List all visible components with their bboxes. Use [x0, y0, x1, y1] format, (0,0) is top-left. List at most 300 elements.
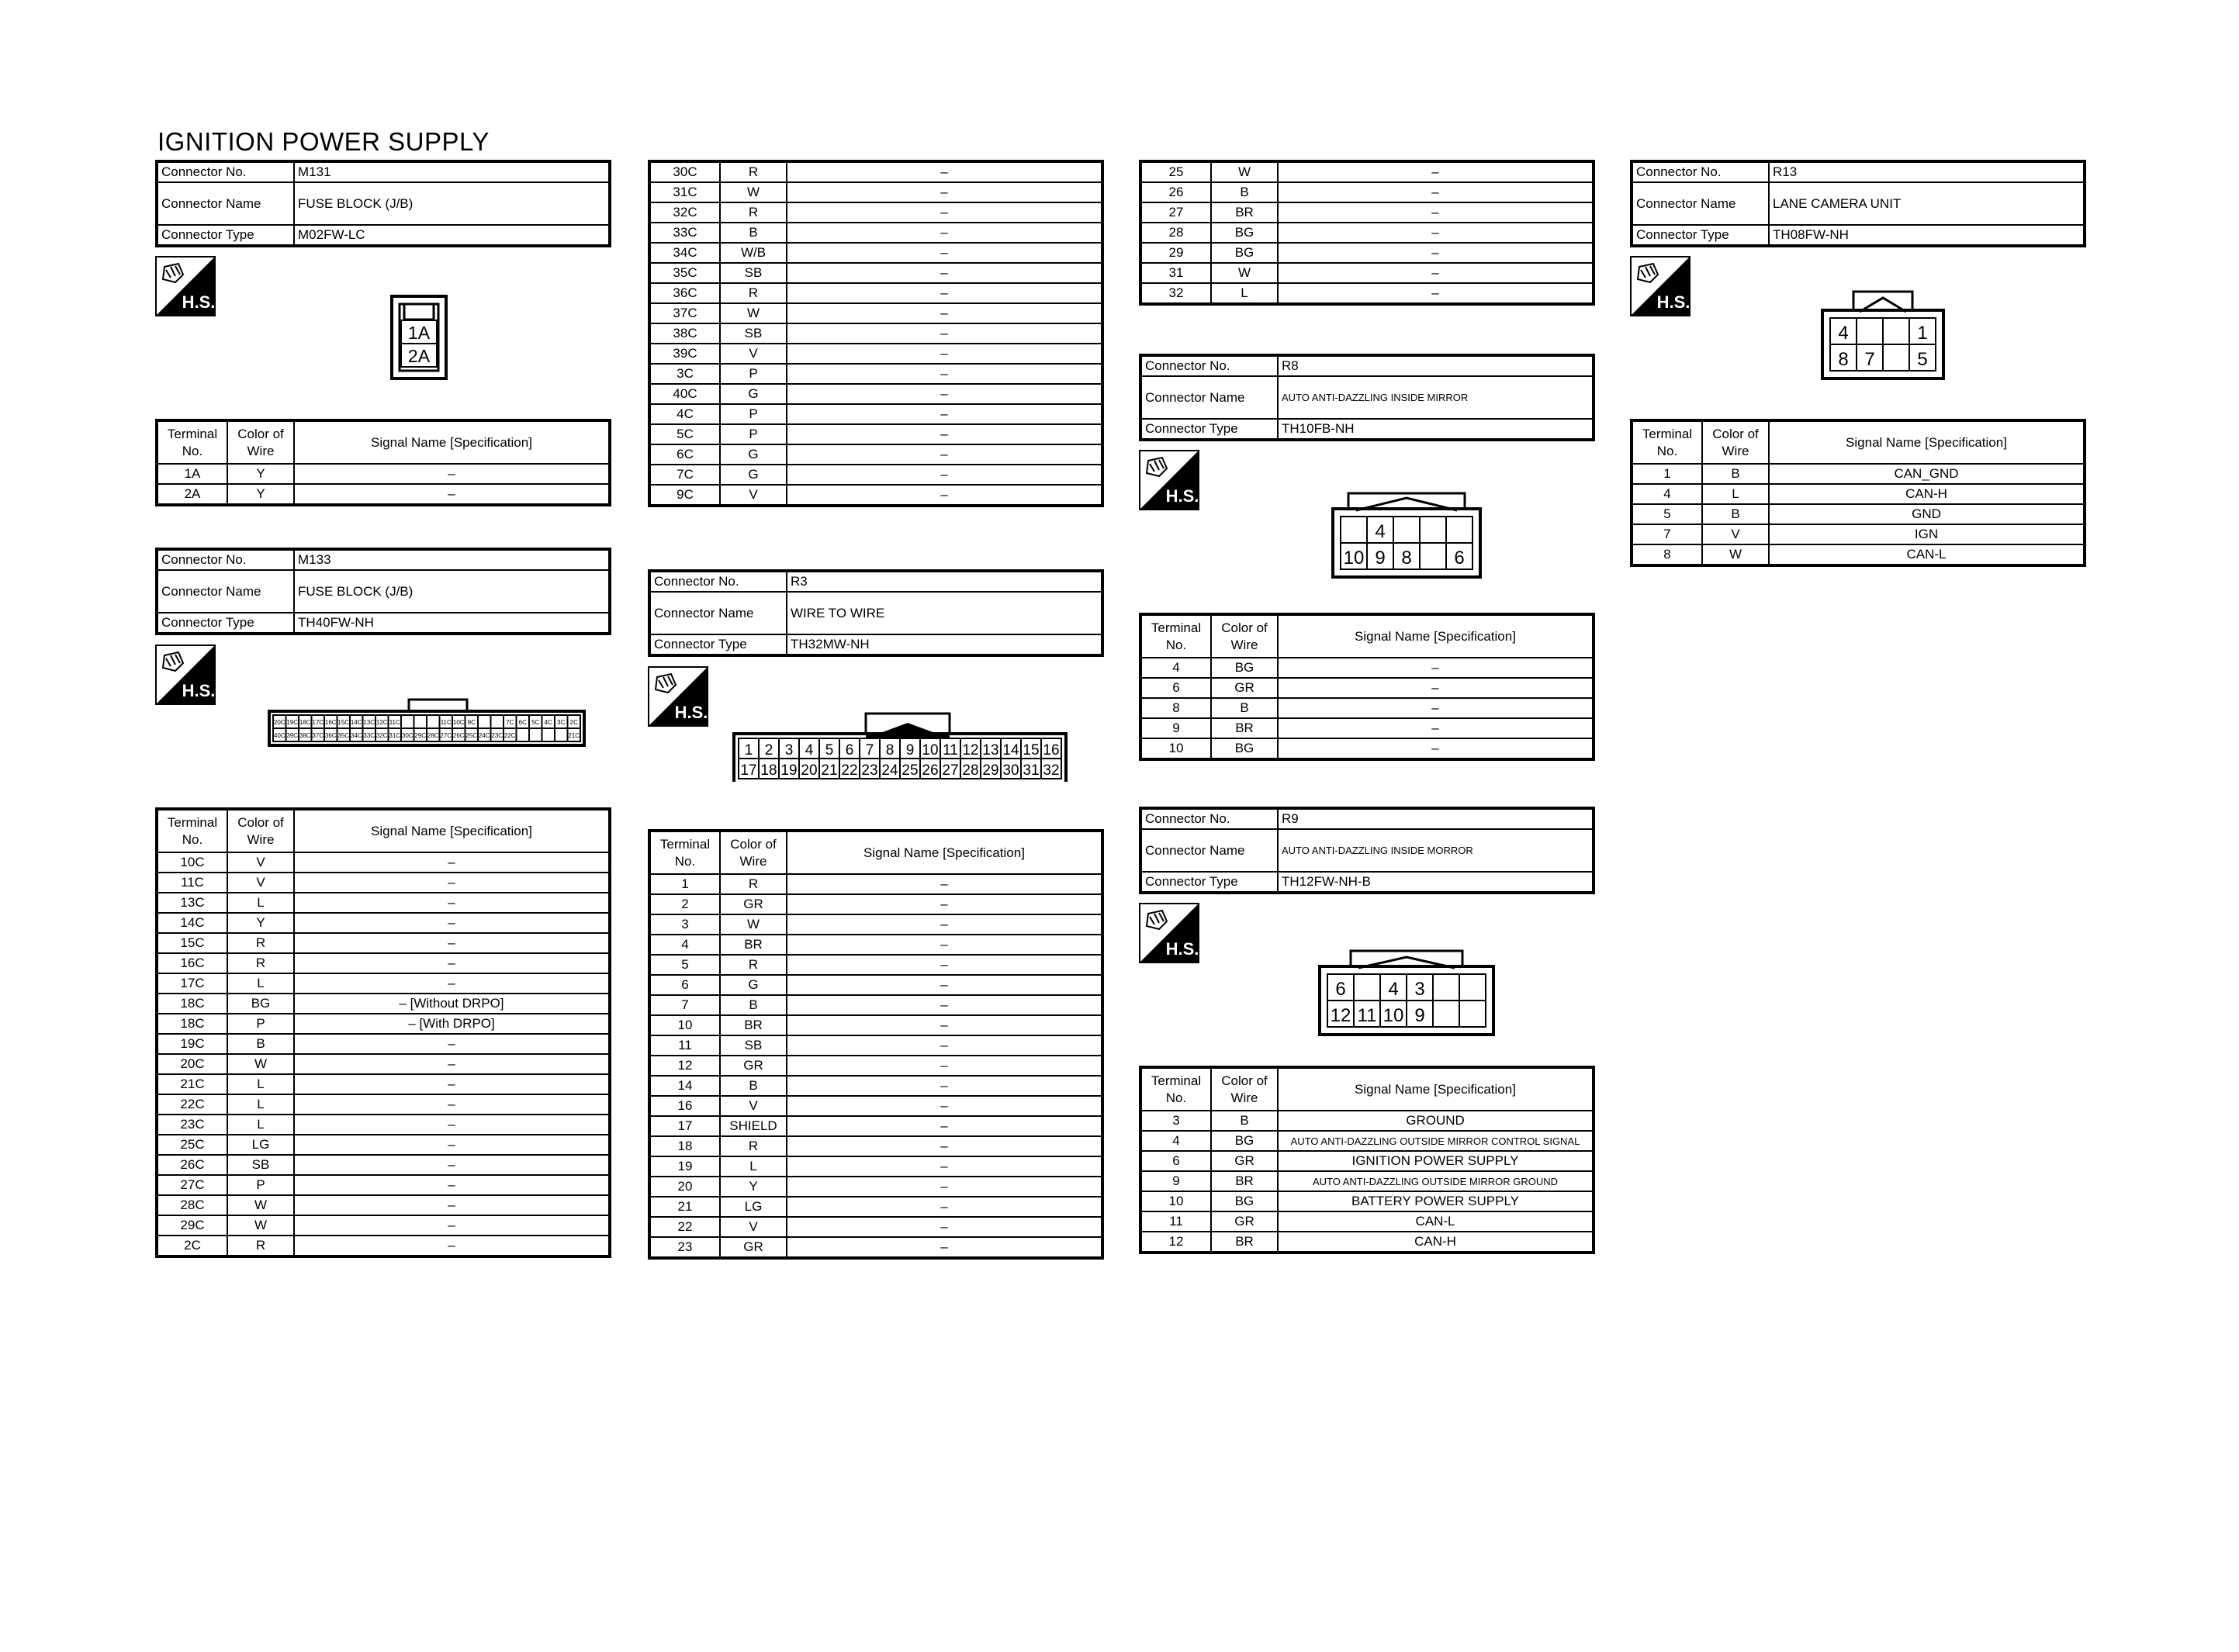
wire-color: B: [227, 1034, 294, 1054]
wire-color: GR: [1211, 678, 1278, 698]
terminal-no: 1: [1632, 464, 1702, 484]
connector-type-label: Connector Type: [157, 613, 294, 634]
signal-name: –: [787, 364, 1102, 384]
signal-name: –: [787, 995, 1102, 1015]
terminal-no: 15C: [157, 933, 227, 953]
terminal-no: 10: [1140, 738, 1211, 759]
wire-color: BG: [1211, 1191, 1278, 1211]
signal-name: –: [1278, 718, 1594, 738]
table-row: [1140, 1131, 1594, 1151]
wire-color: G: [720, 384, 787, 404]
pin-label: 15C: [337, 719, 350, 726]
pin-label: 11C: [440, 719, 452, 726]
terminal-no: 23: [649, 1237, 720, 1258]
col-color: Color of Wire: [227, 809, 294, 852]
r3-terminal-table-a: [648, 829, 1104, 1260]
col-signal: Signal Name [Specification]: [294, 809, 610, 852]
signal-name: –: [787, 202, 1102, 223]
terminal-no: 10: [1140, 1191, 1211, 1211]
signal-name: – [With DRPO]: [294, 1014, 610, 1034]
signal-name: –: [1278, 243, 1594, 263]
wire-color: Y: [227, 484, 294, 505]
terminal-no: 9: [1140, 1171, 1211, 1191]
pin-label: 2C: [569, 719, 578, 726]
pin-label: 5: [1917, 349, 1928, 370]
col-color: Color of Wire: [1702, 420, 1769, 464]
wire-color: W: [227, 1215, 294, 1236]
wire-color: L: [227, 973, 294, 994]
pin-label: 26: [922, 762, 939, 779]
signal-name: –: [294, 1094, 610, 1115]
terminal-no: 4: [1140, 1131, 1211, 1151]
connector-type-label: Connector Type: [1140, 872, 1278, 893]
pin-label: 7: [865, 742, 874, 759]
table-row: [649, 1217, 1102, 1237]
pin-label: 2A: [407, 346, 431, 366]
signal-name: –: [294, 973, 610, 994]
signal-name: AUTO ANTI-DAZZLING OUTSIDE MIRROR GROUND: [1278, 1171, 1594, 1191]
table-row: [649, 1076, 1102, 1096]
terminal-no: 12: [1140, 1232, 1211, 1253]
wire-color: G: [720, 465, 787, 485]
table-row: [1140, 1111, 1594, 1131]
table-row: [157, 484, 610, 505]
terminal-no: 7: [649, 995, 720, 1015]
col-color: Color of Wire: [1211, 614, 1278, 658]
pin-label: 12: [1330, 1005, 1351, 1026]
terminal-no: 16C: [157, 953, 227, 973]
wire-color: B: [720, 1076, 787, 1096]
terminal-no: 27C: [157, 1175, 227, 1195]
signal-name: –: [294, 1034, 610, 1054]
harness-side-icon: [155, 256, 216, 316]
terminal-no: 25: [1140, 161, 1211, 182]
col-signal: Signal Name [Specification]: [787, 831, 1102, 874]
table-row: [649, 364, 1102, 384]
table-row: [649, 1035, 1102, 1056]
wire-color: GR: [720, 1237, 787, 1258]
signal-name: –: [787, 344, 1102, 364]
col-terminal: Terminal No.: [1632, 420, 1702, 464]
wire-color: GR: [720, 894, 787, 914]
table-row: [157, 464, 610, 484]
table-row: [1140, 243, 1594, 263]
harness-side-icon: [1139, 903, 1199, 963]
wire-color: Y: [227, 913, 294, 933]
signal-name: –: [787, 323, 1102, 344]
table-row: [1140, 738, 1594, 759]
terminal-no: 33C: [649, 223, 720, 243]
pin-label: 12: [962, 742, 979, 759]
wire-color: P: [227, 1175, 294, 1195]
signal-name: –: [787, 223, 1102, 243]
signal-name: –: [1278, 678, 1594, 698]
col-signal: Signal Name [Specification]: [1278, 614, 1594, 658]
wire-color: V: [720, 1217, 787, 1237]
pin-label: 18: [760, 762, 777, 779]
terminal-no: 1: [649, 874, 720, 894]
signal-name: –: [294, 893, 610, 913]
signal-name: AUTO ANTI-DAZZLING OUTSIDE MIRROR CONTROL SIGNAL: [1278, 1131, 1594, 1151]
connector-type-value: TH10FB-NH: [1278, 419, 1594, 440]
table-row: [649, 1056, 1102, 1076]
signal-name: –: [787, 975, 1102, 995]
connector-type-value: TH12FW-NH-B: [1278, 872, 1594, 893]
pin-label: 11C: [389, 719, 400, 726]
m131-info: [155, 160, 611, 247]
wire-color: B: [1702, 464, 1769, 484]
signal-name: IGNITION POWER SUPPLY: [1278, 1151, 1594, 1171]
terminal-no: 25C: [157, 1135, 227, 1155]
table-row: [649, 935, 1102, 955]
table-row: [649, 1197, 1102, 1217]
terminal-no: 7C: [649, 465, 720, 485]
wire-color: SB: [720, 263, 787, 283]
terminal-no: 20C: [157, 1054, 227, 1074]
terminal-no: 3: [649, 914, 720, 935]
terminal-no: 17C: [157, 973, 227, 994]
table-row: [157, 1155, 610, 1175]
wire-color: V: [227, 873, 294, 893]
connector-type-label: Connector Type: [1632, 225, 1769, 246]
signal-name: –: [787, 955, 1102, 975]
signal-name: –: [1278, 202, 1594, 223]
pin-label: 8: [885, 742, 895, 759]
signal-name: –: [787, 263, 1102, 283]
terminal-no: 31C: [649, 182, 720, 202]
pin-label: 38C: [299, 732, 311, 739]
wire-color: W: [227, 1054, 294, 1074]
wire-color: B: [720, 223, 787, 243]
wire-color: BG: [1211, 223, 1278, 243]
terminal-no: 4C: [649, 404, 720, 424]
terminal-no: 27: [1140, 202, 1211, 223]
table-row: [649, 1096, 1102, 1116]
pin-label: 7C: [506, 719, 514, 726]
pin-label: 27: [942, 762, 959, 779]
connector-no-label: Connector No.: [1140, 808, 1278, 829]
hs-label: H.S.: [1165, 486, 1199, 506]
wire-color: W: [1211, 263, 1278, 283]
m131-terminal-table: [155, 419, 611, 506]
pin-label: 39C: [286, 732, 299, 739]
pin-label: 25: [901, 762, 919, 779]
pin-label: 1: [744, 742, 753, 759]
terminal-no: 1A: [157, 464, 227, 484]
terminal-no: 2C: [157, 1236, 227, 1256]
connector-type-value: M02FW-LC: [294, 225, 610, 246]
terminal-no: 8: [1140, 698, 1211, 718]
signal-name: –: [294, 1054, 610, 1074]
connector-name-label: Connector Name: [1140, 829, 1278, 872]
signal-name: –: [294, 1074, 610, 1094]
wire-color: V: [227, 852, 294, 873]
signal-name: –: [787, 283, 1102, 303]
signal-name: CAN-L: [1278, 1211, 1594, 1232]
table-row: [649, 465, 1102, 485]
signal-name: –: [1278, 283, 1594, 304]
pin-label: 13C: [363, 719, 375, 726]
terminal-no: 18C: [157, 1014, 227, 1034]
connector-no-value: R9: [1278, 808, 1594, 829]
connector-name-value: WIRE TO WIRE: [787, 592, 1102, 634]
signal-name: –: [787, 444, 1102, 465]
terminal-no: 21C: [157, 1074, 227, 1094]
signal-name: –: [294, 1135, 610, 1155]
signal-name: –: [294, 852, 610, 873]
pin-label: 16: [1043, 742, 1060, 759]
r8-terminal-table: [1139, 613, 1595, 761]
terminal-no: 13C: [157, 893, 227, 913]
signal-name: –: [294, 1215, 610, 1236]
table-row: [649, 1156, 1102, 1177]
pin-label: 5C: [531, 719, 540, 726]
table-row: [1140, 182, 1594, 202]
pin-label: 19C: [286, 719, 299, 726]
terminal-no: 16: [649, 1096, 720, 1116]
hs-label: H.S.: [674, 703, 708, 722]
table-row: [649, 303, 1102, 323]
signal-name: GROUND: [1278, 1111, 1594, 1131]
table-row: [157, 1135, 610, 1155]
table-row: [649, 384, 1102, 404]
terminal-no: 22: [649, 1217, 720, 1237]
pin-label: 23: [861, 762, 878, 779]
signal-name: –: [787, 894, 1102, 914]
table-row: [1140, 718, 1594, 738]
signal-name: –: [1278, 658, 1594, 678]
table-row: [649, 975, 1102, 995]
m131-connector-face: [390, 295, 448, 380]
wire-color: B: [1211, 698, 1278, 718]
wire-color: V: [720, 344, 787, 364]
signal-name: –: [294, 1155, 610, 1175]
table-row: [649, 874, 1102, 894]
connector-name-value: AUTO ANTI-DAZZLING INSIDE MORROR: [1278, 829, 1594, 872]
terminal-no: 6: [649, 975, 720, 995]
pin-label: 4: [1388, 979, 1399, 1000]
pin-label: 10C: [452, 719, 465, 726]
signal-name: –: [787, 1096, 1102, 1116]
signal-name: IGN: [1769, 524, 2085, 544]
signal-name: –: [1278, 223, 1594, 243]
table-row: [157, 893, 610, 913]
signal-name: –: [787, 935, 1102, 955]
signal-name: –: [294, 1115, 610, 1135]
col-signal: Signal Name [Specification]: [1278, 1067, 1594, 1111]
pin-label: 26C: [452, 732, 465, 739]
pin-label: 9: [1414, 1005, 1425, 1026]
wire-color: V: [720, 1096, 787, 1116]
r3-terminal-table-b: [1139, 160, 1595, 306]
table-row: [649, 243, 1102, 263]
pin-label: 3: [1414, 979, 1425, 1000]
pin-label: 24: [881, 762, 898, 779]
wire-color: BG: [227, 994, 294, 1014]
pin-label: 30: [1002, 762, 1019, 779]
table-row: [157, 1094, 610, 1115]
table-row: [649, 914, 1102, 935]
signal-name: –: [787, 161, 1102, 182]
terminal-no: 4: [649, 935, 720, 955]
connector-no-value: R13: [1769, 161, 2085, 182]
pin-label: 22: [841, 762, 858, 779]
table-row: [1140, 678, 1594, 698]
harness-side-icon: [1139, 450, 1199, 510]
terminal-no: 35C: [649, 263, 720, 283]
table-row: [157, 1074, 610, 1094]
terminal-no: 18: [649, 1136, 720, 1156]
m133-terminal-table-a: [155, 807, 611, 1258]
signal-name: BATTERY POWER SUPPLY: [1278, 1191, 1594, 1211]
terminal-no: 32C: [649, 202, 720, 223]
terminal-no: 3C: [649, 364, 720, 384]
table-row: [1140, 161, 1594, 182]
signal-name: –: [787, 1056, 1102, 1076]
pin-label: 17C: [312, 719, 324, 726]
table-row: [157, 873, 610, 893]
terminal-no: 2A: [157, 484, 227, 505]
wire-color: BR: [1211, 1232, 1278, 1253]
signal-name: –: [787, 1116, 1102, 1136]
pin-label: 8: [1401, 548, 1412, 569]
table-row: [649, 1177, 1102, 1197]
connector-name-label: Connector Name: [157, 182, 294, 225]
wire-color: V: [1702, 524, 1769, 544]
wire-color: R: [720, 283, 787, 303]
pin-label: 3C: [557, 719, 566, 726]
table-row: [157, 1054, 610, 1074]
table-row: [1140, 1232, 1594, 1253]
signal-name: –: [1278, 738, 1594, 759]
signal-name: –: [787, 485, 1102, 506]
pin-label: 12C: [375, 719, 388, 726]
m133-connector-face: [254, 696, 596, 759]
signal-name: CAN-H: [1278, 1232, 1594, 1253]
terminal-no: 10: [649, 1015, 720, 1035]
signal-name: –: [787, 1237, 1102, 1258]
pin-label: 2: [764, 742, 773, 759]
terminal-no: 10C: [157, 852, 227, 873]
terminal-no: 40C: [649, 384, 720, 404]
pin-label: 33C: [363, 732, 375, 739]
connector-type-label: Connector Type: [157, 225, 294, 246]
pin-label: 4: [1375, 521, 1386, 542]
hs-label: H.S.: [182, 292, 216, 312]
terminal-no: 11C: [157, 873, 227, 893]
col-terminal: Terminal No.: [157, 809, 227, 852]
terminal-no: 4: [1632, 484, 1702, 504]
wire-color: GR: [720, 1056, 787, 1076]
signal-name: –: [787, 1177, 1102, 1197]
table-row: [157, 852, 610, 873]
connector-type-label: Connector Type: [1140, 419, 1278, 440]
signal-name: –: [787, 384, 1102, 404]
pin-label: 9C: [467, 719, 476, 726]
table-row: [649, 1237, 1102, 1258]
terminal-no: 31: [1140, 263, 1211, 283]
pin-label: 5: [825, 742, 834, 759]
wire-color: R: [227, 1236, 294, 1256]
connector-type-value: TH40FW-NH: [294, 613, 610, 634]
table-row: [1140, 202, 1594, 223]
col-signal: Signal Name [Specification]: [294, 420, 610, 464]
wire-color: L: [227, 1115, 294, 1135]
terminal-no: 23C: [157, 1115, 227, 1135]
table-row: [1140, 1211, 1594, 1232]
pin-label: 11: [943, 742, 958, 759]
wire-color: R: [720, 955, 787, 975]
table-row: [649, 995, 1102, 1015]
wire-color: SB: [720, 323, 787, 344]
wire-color: R: [720, 202, 787, 223]
signal-name: CAN-H: [1769, 484, 2085, 504]
table-row: [157, 1034, 610, 1054]
wire-color: BR: [1211, 1171, 1278, 1191]
table-row: [649, 202, 1102, 223]
terminal-no: 28C: [157, 1195, 227, 1215]
terminal-no: 32: [1140, 283, 1211, 304]
signal-name: –: [787, 424, 1102, 444]
terminal-no: 21: [649, 1197, 720, 1217]
table-row: [1140, 1171, 1594, 1191]
connector-name-label: Connector Name: [1632, 182, 1769, 225]
signal-name: –: [1278, 161, 1594, 182]
signal-name: –: [787, 1035, 1102, 1056]
pin-label: 16C: [324, 719, 337, 726]
signal-name: –: [294, 953, 610, 973]
col-terminal: Terminal No.: [157, 420, 227, 464]
r9-connector-face: [1317, 938, 1500, 1036]
pin-label: 20C: [273, 719, 285, 726]
terminal-no: 34C: [649, 243, 720, 263]
pin-label: 23C: [491, 732, 504, 739]
wire-color: LG: [227, 1135, 294, 1155]
table-row: [157, 1215, 610, 1236]
wire-color: L: [1211, 283, 1278, 304]
table-row: [649, 263, 1102, 283]
table-row: [157, 1175, 610, 1195]
wire-color: BR: [1211, 718, 1278, 738]
wire-color: W/B: [720, 243, 787, 263]
wire-color: Y: [720, 1177, 787, 1197]
table-row: [1140, 1191, 1594, 1211]
wire-color: W: [720, 303, 787, 323]
terminal-no: 3: [1140, 1111, 1211, 1131]
table-row: [1140, 223, 1594, 243]
terminal-no: 11: [649, 1035, 720, 1056]
table-row: [157, 953, 610, 973]
r3-connector-face: [731, 707, 1072, 782]
terminal-no: 5: [1632, 504, 1702, 524]
terminal-no: 12: [649, 1056, 720, 1076]
terminal-no: 5C: [649, 424, 720, 444]
wire-color: BR: [1211, 202, 1278, 223]
pin-label: 27C: [440, 732, 452, 739]
signal-name: –: [787, 465, 1102, 485]
terminal-no: 19C: [157, 1034, 227, 1054]
signal-name: –: [294, 1175, 610, 1195]
pin-label: 29C: [414, 732, 427, 739]
wire-color: B: [1211, 1111, 1278, 1131]
signal-name: CAN-L: [1769, 544, 2085, 565]
signal-name: –: [787, 1015, 1102, 1035]
wire-color: SB: [720, 1035, 787, 1056]
pin-label: 21: [821, 762, 838, 779]
col-color: Color of Wire: [720, 831, 787, 874]
table-row: [649, 424, 1102, 444]
pin-label: 4: [805, 742, 814, 759]
